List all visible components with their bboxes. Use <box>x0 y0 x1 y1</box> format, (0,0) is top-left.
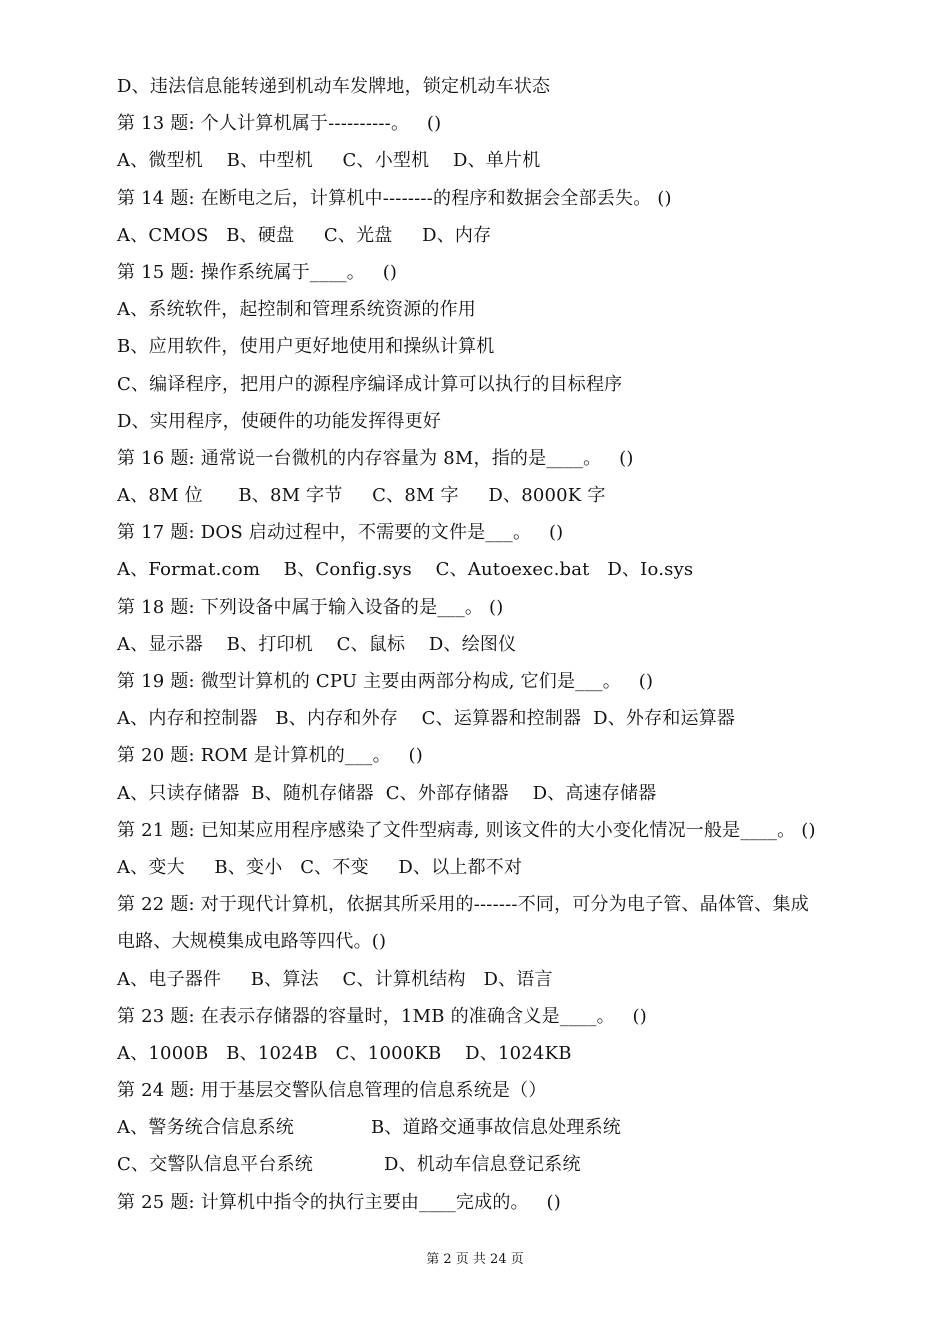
options-line: A、只读存储器 B、随机存储器 C、外部存储器 D、高速存储器 <box>117 782 657 804</box>
options-line: A、1000B B、1024B C、1000KB D、1024KB <box>117 1042 572 1064</box>
options-line: A、警务统合信息系统 B、道路交通事故信息处理系统 <box>117 1117 622 1139</box>
options-line: A、显示器 B、打印机 C、鼠标 D、绘图仪 <box>117 633 517 655</box>
option-line: D、实用程序，使硬件的功能发挥得更好 <box>117 410 442 432</box>
question-line: 第 20 题: ROM 是计算机的___。 () <box>117 745 424 767</box>
question-line: 第 21 题: 已知某应用程序感染了文件型病毒, 则该文件的大小变化情况一般是____。 () <box>117 819 816 841</box>
text-line: D、违法信息能转递到机动车发牌地，锁定机动车状态 <box>117 76 551 97</box>
question-line: 第 13 题: 个人计算机属于----------。 () <box>117 113 442 135</box>
options-line: C、交警队信息平台系统 D、机动车信息登记系统 <box>117 1154 581 1176</box>
options-line: A、电子器件 B、算法 C、计算机结构 D、语言 <box>117 968 553 990</box>
question-line: 第 16 题: 通常说一台微机的内存容量为 8M，指的是____。 () <box>117 447 634 469</box>
options-line: A、变大 B、变小 C、不变 D、以上都不对 <box>117 856 523 878</box>
question-line-continued: 电路、大规模集成电路等四代。() <box>117 931 387 953</box>
option-line: B、应用软件，使用户更好地使用和操纵计算机 <box>117 336 495 358</box>
question-line: 第 17 题: DOS 启动过程中，不需要的文件是___。 () <box>117 522 564 544</box>
question-lines <box>117 72 877 1225</box>
question-line: 第 19 题: 微型计算机的 CPU 主要由两部分构成, 它们是___。 () <box>117 671 654 692</box>
question-line: 第 24 题: 用于基层交警队信息管理的信息系统是（） <box>117 1080 547 1102</box>
options-line: A、8M 位 B、8M 字节 C、8M 字 D、8000K 字 <box>117 485 606 507</box>
question-line: 第 14 题: 在断电之后，计算机中--------的程序和数据会全部丢失。 () <box>117 187 672 209</box>
options-line: A、内存和控制器 B、内存和外存 C、运算器和控制器 D、外存和运算器 <box>117 708 736 730</box>
question-line: 第 22 题: 对于现代计算机，依据其所采用的-------不同，可分为电子管、晶体管、集成 <box>117 894 809 916</box>
question-line: 第 25 题: 计算机中指令的执行主要由____完成的。 () <box>117 1191 561 1213</box>
options-line: A、Format.com B、Config.sys C、Autoexec.bat D、Io.sys <box>117 559 694 581</box>
question-line: 第 18 题: 下列设备中属于输入设备的是___。 () <box>117 596 504 618</box>
options-line: A、微型机 B、中型机 C、小型机 D、单片机 <box>117 150 541 172</box>
page-footer: 第 2 页 共 24 页 <box>426 1252 524 1267</box>
option-line: A、系统软件，起控制和管理系统资源的作用 <box>117 299 476 321</box>
question-line: 第 23 题: 在表示存储器的容量时，1MB 的准确含义是____。 () <box>117 1005 647 1027</box>
option-line: C、编译程序，把用户的源程序编译成计算可以执行的目标程序 <box>117 373 623 395</box>
options-line: A、CMOS B、硬盘 C、光盘 D、内存 <box>117 224 492 246</box>
question-line: 第 15 题: 操作系统属于____。 () <box>117 261 398 283</box>
